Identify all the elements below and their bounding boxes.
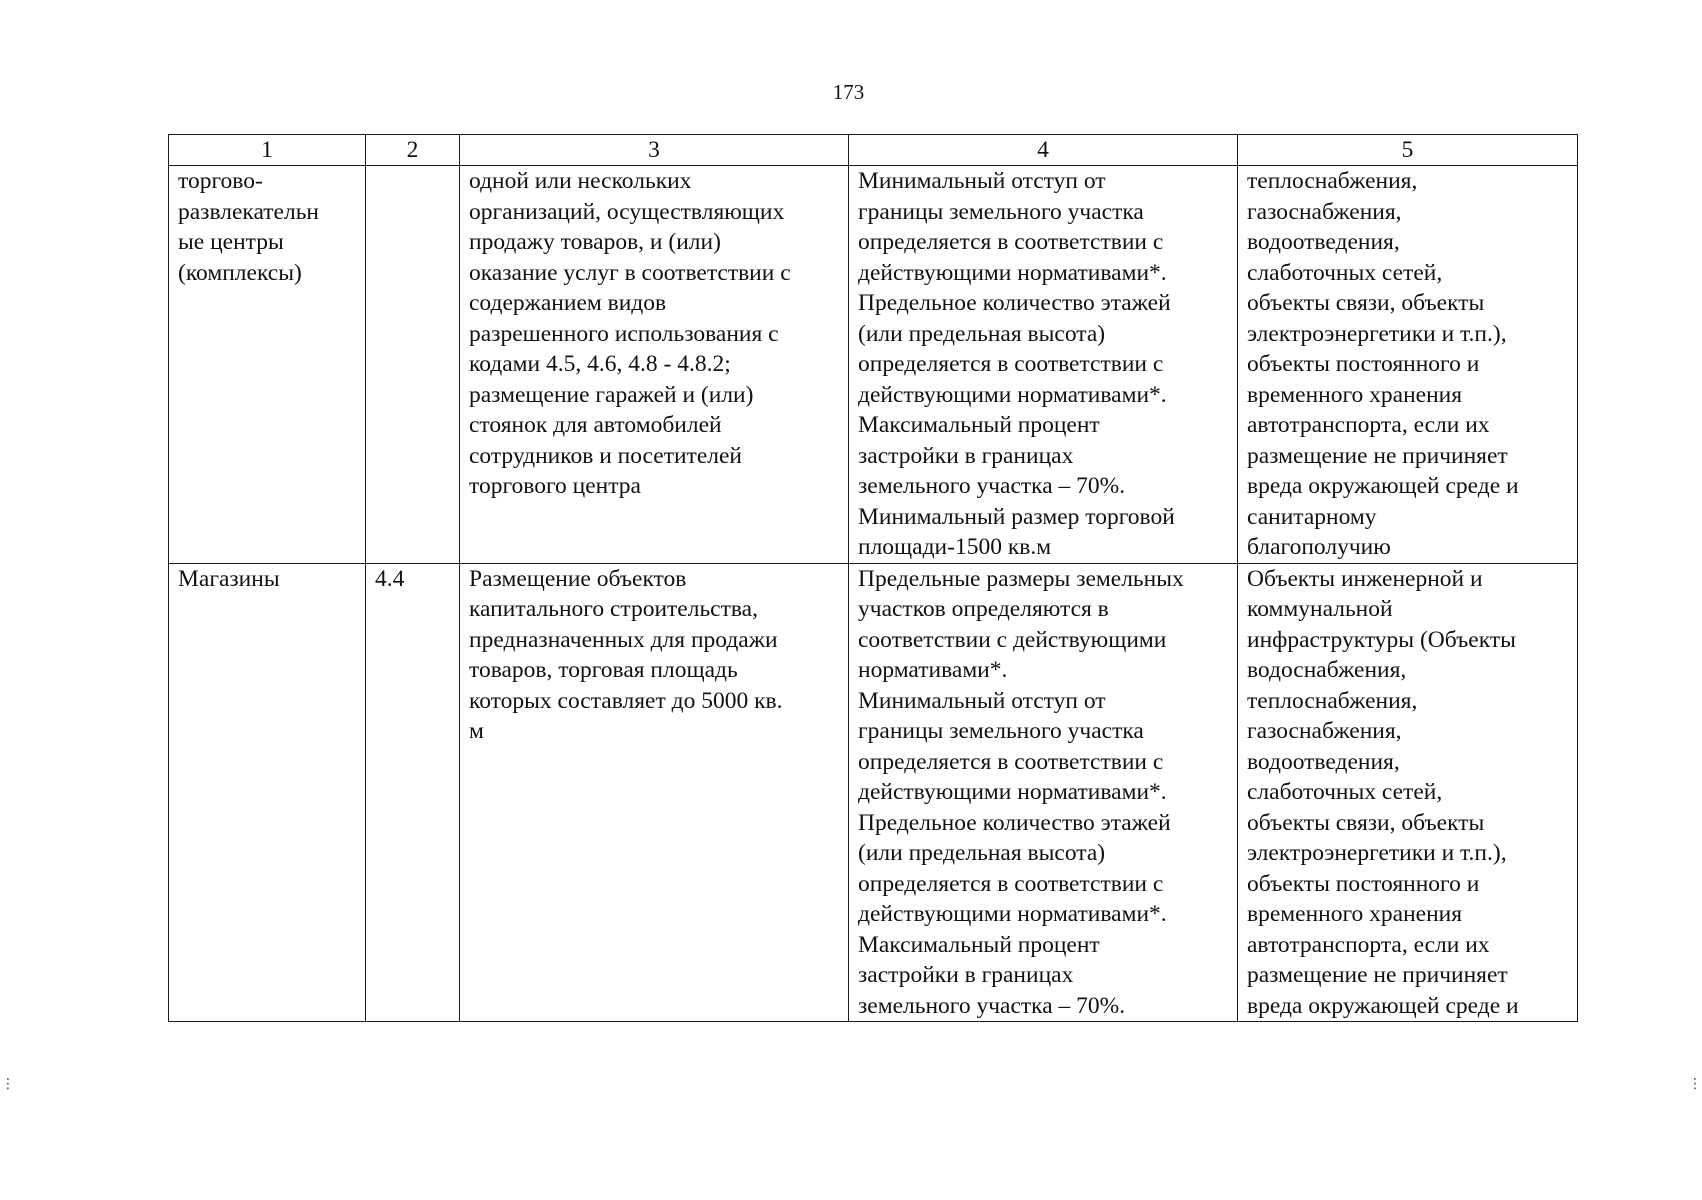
left-edge-mark: ⋮ [1,1076,15,1092]
page-number: 173 [832,80,865,104]
table-row [169,563,1578,1022]
use-description-cell: одной или нескольких организаций, осуществляющих продажу товаров, и (или) оказание услуг в соответствии с содержанием видов разрешенного использования с кодами 4.5, 4.6, 4.8 - 4.8.2; размещение гаражей и (или) стоянок для автомобилей сотрудников и посетителей торгового центра [460,166,849,564]
parameters-cell: Предельные размеры земельных участков определяются в соответствии с действующими нормативами*. Минимальный отступ от границы земельного участка определяется в соответствии с действующими нормативами*. Предельное количество этажей (или предельная высота) определяется в соответствии с действующими нормативами*. Максимальный процент застройки в границах земельного участка – 70%. [849,563,1238,1022]
parameters-cell: Минимальный отступ от границы земельного участка определяется в соответствии с действующими нормативами*. Предельное количество этажей (или предельная высота) определяется в соответствии с действующими нормативами*. Максимальный процент застройки в границах земельного участка – 70%. Минимальный размер торговой площади-1500 кв.м [849,166,1238,564]
use-code-cell [366,166,460,564]
auxiliary-uses-cell: Объекты инженерной и коммунальной инфраструктуры (Объекты водоснабжения, теплоснабжения, газоснабжения, водоотведения, слаботочных сетей, объекты связи, объекты электроэнергетики и т.п.), объекты постоянного и временного хранения автотранспорта, если их размещение не причиняет вреда окружающей среде и [1238,563,1578,1022]
column-number-3: 3 [460,135,849,166]
auxiliary-uses-cell: теплоснабжения, газоснабжения, водоотведения, слаботочных сетей, объекты связи, объекты электроэнергетики и т.п.), объекты постоянного и временного хранения автотранспорта, если их размещение не причиняет вреда окружающей среде и санитарному благополучию [1238,166,1578,564]
column-number-row [169,135,1578,166]
table-row [169,166,1578,564]
use-type-name-cell: Магазины [169,563,366,1022]
column-number-5: 5 [1238,135,1578,166]
column-number-2: 2 [366,135,460,166]
right-edge-mark: ⋮ [1688,1076,1702,1092]
use-description-cell: Размещение объектов капитального строительства, предназначенных для продажи товаров, торговая площадь которых составляет до 5000 кв. м [460,563,849,1022]
zoning-table [168,134,1578,1022]
use-type-name-cell: торгово- развлекательн ые центры (комплексы) [169,166,366,564]
use-code-cell: 4.4 [366,563,460,1022]
column-number-1: 1 [169,135,366,166]
column-number-4: 4 [849,135,1238,166]
